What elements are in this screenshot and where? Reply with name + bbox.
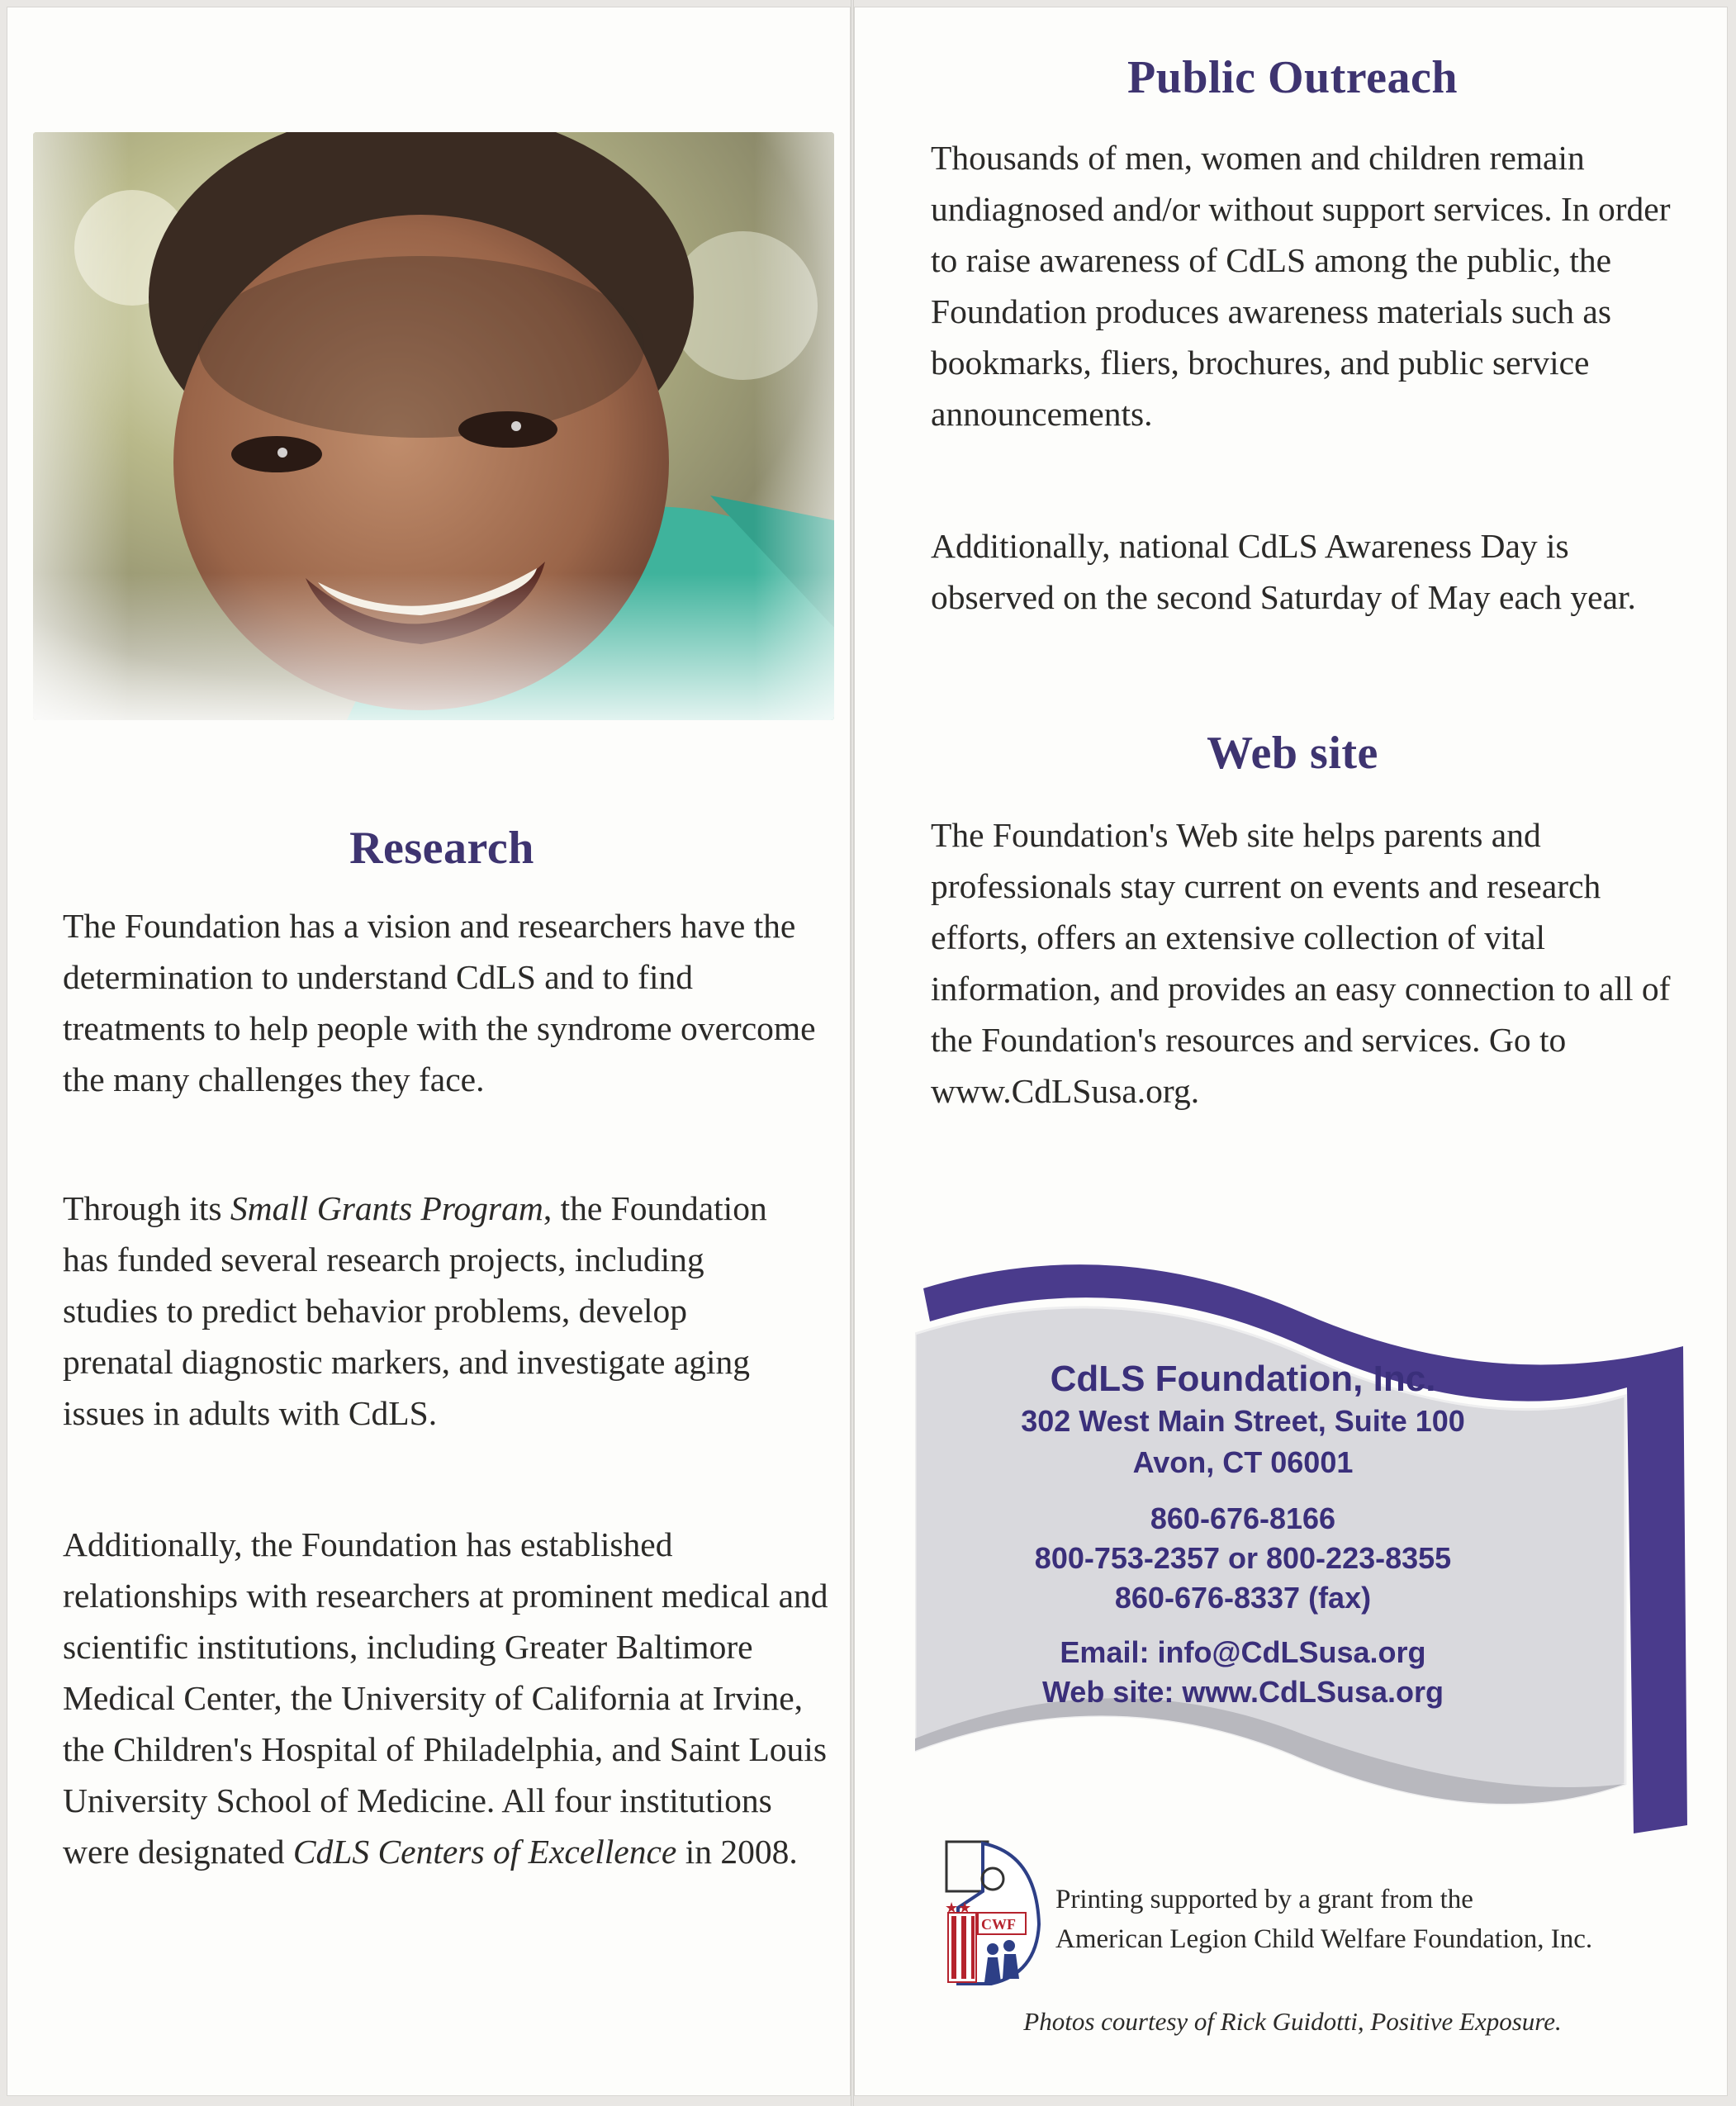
website-heading: Web site <box>1207 728 1378 779</box>
research-heading: Research <box>349 823 534 874</box>
fold-crease <box>851 0 854 2106</box>
research-paragraph-1: The Foundation has a vision and researchers have the determination to understand CdLS and to find treatments to help people with the syndrome overcome the many challenges they face. <box>63 907 816 1098</box>
research-paragraph-2: Through its Small Grants Program, the Foundation has funded several research projects, including studies to predict behavior problems, develop prenatal diagnostic markers, and investigate aging issues in adults with CdLS. <box>63 1189 767 1432</box>
outreach-paragraph-1: Thousands of men, women and children remain undiagnosed and/or without support services. In order to raise awareness of CdLS among the public, the Foundation produces awareness materials such as bookmarks, fliers, brochures, and public service announcements. <box>931 139 1671 433</box>
svg-text:★★: ★★ <box>945 1900 972 1917</box>
contact-city: Avon, CT 06001 <box>1132 1445 1354 1479</box>
contact-name: CdLS Foundation, Inc. <box>1050 1359 1436 1399</box>
cwf-logo-text: CWF <box>981 1916 1016 1933</box>
website-paragraph: The Foundation's Web site helps parents and professionals stay current on events and research efforts, offers an extensive collection of vital information, and provides an easy connection to all of the Foundation's resources and services. Go to www.CdLSusa.org. <box>931 816 1671 1110</box>
contact-website[interactable]: Web site: www.CdLSusa.org <box>1041 1675 1444 1709</box>
contact-email[interactable]: Email: info@CdLSusa.org <box>1060 1635 1426 1669</box>
sponsor-note <box>1055 1880 1592 1959</box>
sponsor-line-2: American Legion Child Welfare Foundation, Inc. <box>1055 1924 1593 1954</box>
outreach-heading: Public Outreach <box>1127 52 1459 103</box>
contact-phone-main: 860-676-8166 <box>1150 1501 1336 1535</box>
contact-fax: 860-676-8337 (fax) <box>1114 1581 1372 1615</box>
outreach-paragraph-2: Additionally, national CdLS Awareness Day is observed on the second Saturday of May each year. <box>931 527 1636 616</box>
sponsor-line-1: Printing supported by a grant from the <box>1055 1885 1473 1914</box>
cwf-logo <box>942 1833 1049 1990</box>
child-photo <box>33 132 834 720</box>
photo-credit: Photos courtesy of Rick Guidotti, Positive Exposure. <box>1023 2007 1562 2036</box>
contact-street: 302 West Main Street, Suite 100 <box>1021 1404 1465 1438</box>
research-paragraph-3: Additionally, the Foundation has established relationships with researchers at prominent medical and scientific institutions, including Greater Baltimore Medical Center, the University of California at Irvine, the Children's Hospital of Philadelphia, and Saint Louis University School of Medicine. All four institutions were designated CdLS Centers of Excellence in 2008. <box>63 1525 828 1871</box>
contact-phone-tollfree: 800-753-2357 or 800-223-8355 <box>1034 1541 1452 1575</box>
